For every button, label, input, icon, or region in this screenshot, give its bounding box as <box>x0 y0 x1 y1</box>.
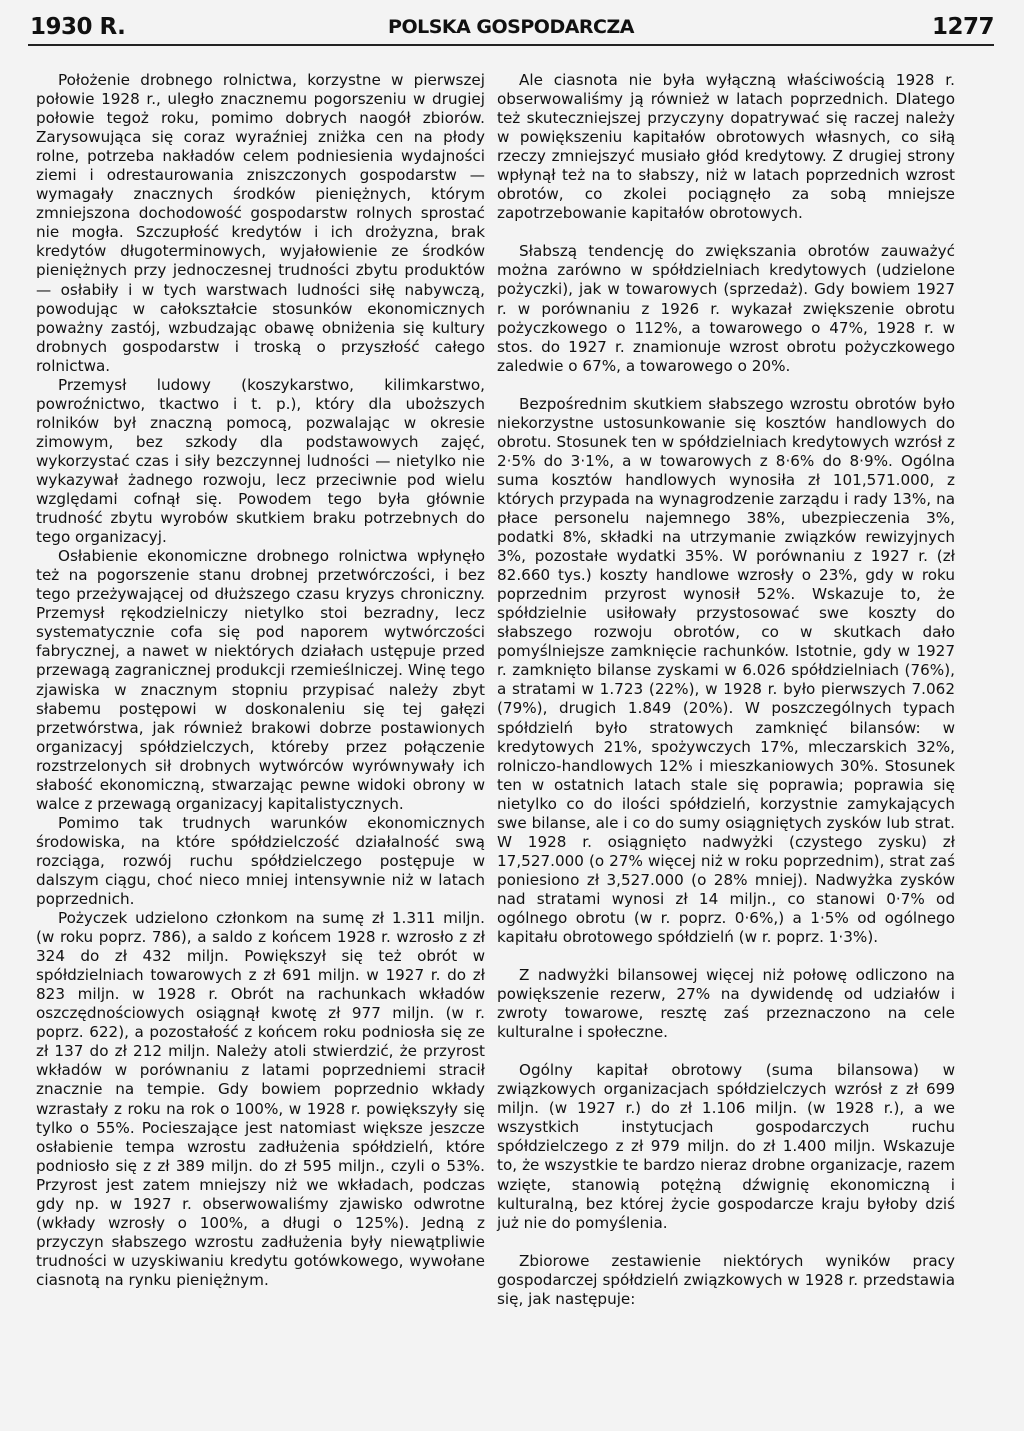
paragraph: Słabszą tendencję do zwiększania obrotów zauważyć można zarówno w spółdzielniach kredytowych (udzielone pożyczki), jak w towarowych (sprzedaż). Gdy bowiem 1927 r. w porównaniu z 1926 r. wykazał zwiększenie obrotu pożyczkowego o 112%, a towarowego o 47%, 1928 r. w stos. do 1927 r. znamionuje wzrost obrotu pożyczkowego zaledwie o 67%, a towarowego o 20%. <box>497 242 955 375</box>
paragraph: Przemysł ludowy (koszykarstwo, kilimkarstwo, powroźnictwo, tkactwo i t. p.), który dla uboższych rolników był znaczną pomocą, pozwalając w okresie zimowym, bez szkody dla podstawowych zajęć, wykorzystać czas i siły bezczynnej ludności — nietylko nie wykazywał żadnego rozwoju, lecz przeciwnie pod wielu względami cofnął się. Powodem tego była głównie trudność zbytu wyrobów skutkiem braku potrzebnych do tego organizacyj. <box>36 375 485 547</box>
paragraph: Ogólny kapitał obrotowy (suma bilansowa) w związkowych organizacjach spółdzielczych wzrósł z zł 699 miljn. (w 1927 r.) do zł 1.106 miljn. (w 1928 r.), a we wszystkich instytucjach gospodarczych ruchu spółdzielczego z zł 979 miljn. do zł 1.400 miljn. Wskazuje to, że wszystkie te bardzo nieraz drobne organizacje, razem wzięte, stanowią potężną dźwignię ekonomiczną i kulturalną, bez której życie gospodarcze kraju byłoby dziś już nie do pomyślenia. <box>497 1061 955 1232</box>
paragraph: Ale ciasnota nie była wyłączną właściwością 1928 r. obserwowaliśmy ją również w latach poprzednich. Dlatego też skuteczniejszej przyczyny dopatrywać się raczej należy w powiększeniu kapitałów obrotowych własnych, co siłą rzeczy zmniejszyć musiało głód kredytowy. Z drugiej strony wpłynął też na to słabszy, niż w latach poprzednich wzrost obrotów, co zkolei pociągnęło za sobą mniejsze zapotrzebowanie kapitałów obrotowych. <box>497 71 955 223</box>
paragraph: Pomimo tak trudnych warunków ekonomicznych środowiska, na które spółdzielczość działalność swą rozciąga, rozwój ruchu spółdzielczego postępuje w dalszym ciągu, choć nieco mniej intensywnie niż w latach poprzednich. <box>36 813 485 909</box>
page-number: 1277 <box>931 14 994 40</box>
right-column <box>497 71 955 1309</box>
year-label: 1930 R. <box>30 14 126 40</box>
paragraph: Położenie drobnego rolnictwa, korzystne w pierwszej połowie 1928 r., uległo znacznemu pogorszeniu w drugiej połowie tegoż roku, pomimo dobrych naogół zbiorów. Zarysowująca się coraz wyraźniej zniżka cen na płody rolne, potrzeba nakładów celem podniesienia wydajności ziemi i odrestaurowania zniszczonych gospodarstw — wymagały znacznych środków pieniężnych, którym zmniejszona dochodowość gospodarstw rolnych sprostać nie mogła. Szczupłość kredytów i ich drożyzna, brak kredytów długoterminowych, wyjałowienie ze środków pieniężnych przy jednoczesnej trudności zbytu produktów — osłabiły i w tych warstwach ludności siłę nabywczą, powodując w całokształcie stosunków ekonomicznych poważny zastój, wzbudzając obawę obniżenia się kultury drobnych gospodarstw i troską o przyszłość całego rolnictwa. <box>36 71 485 375</box>
paragraph: Z nadwyżki bilansowej więcej niż połowę odliczono na powiększenie rezerw, 27% na dywidendę od udziałów i zwroty towarowe, resztę zaś przeznaczono na cele kulturalne i społeczne. <box>497 966 955 1042</box>
left-column <box>36 71 485 1290</box>
paragraph: Zbiorowe zestawienie niektórych wyników pracy gospodarczej spółdzielń związkowych w 1928 r. przedstawia się, jak następuje: <box>497 1251 955 1308</box>
header-rule <box>28 44 994 46</box>
paragraph: Bezpośrednim skutkiem słabszego wzrostu obrotów było niekorzystne ustosunkowanie się kosztów handlowych do obrotu. Stosunek ten w spółdzielniach kredytowych wzrósł z 2·5% do 3·1%, a w towarowych z 8·6% do 8·9%. Ogólna suma kosztów handlowych wynosiła zł 101,571.000, z których przypada na wynagrodzenie zarządu i rady 13%, na płace personelu najemnego 38%, ubezpieczenia 3%, podatki 8%, składki na utrzymanie związków rewizyjnych 3%, pozostałe wydatki 35%. W porównaniu z 1927 r. (zł 82.660 tys.) koszty handlowe wzrosły o 23%, gdy w roku poprzednim przyrost wynosił 52%. Wskazuje to, że spółdzielnie usiłowały przystosować swe koszty do słabszego rozwoju obrotów, co w skutkach dało pomyślniejsze zamknięcie rachunków. Istotnie, gdy w 1927 r. zamknięto bilanse zyskami w 6.026 spółdzielniach (76%), a stratami w 1.723 (22%), w 1928 r. było pierwszych 7.062 (79%), drugich 1.849 (20%). W poszczególnych typach spółdzielń było stratowych zamknięć bilansów: w kredytowych 21%, spożywczych 17%, mleczarskich 32%, rolniczo-handlowych 12% i mieszkaniowych 30%. Stosunek ten w ostatnich latach stale się poprawia; poprawia się nietylko co do ilości spółdzielń, korzystnie zamykających swe bilanse, ale i co do sumy osiągniętych zysków lub strat. W 1928 r. osiągnięto nadwyżki (czystego zysku) zł 17,527.000 (o 27% więcej niż w roku poprzednim), strat zaś poniesiono zł 3,527.000 (o 28% mniej). Nadwyżka zysków nad stratami wynosi zł 14 miljn., co stanowi 0·7% od ogólnego obrotu (w r. poprz. 0·6%,) a 1·5% od ogólnego kapitału obrotowego spółdzielń (w r. poprz. 1·3%). <box>497 394 955 947</box>
paragraph: Pożyczek udzielono członkom na sumę zł 1.311 miljn. (w roku poprz. 786), a saldo z końcem 1928 r. wzrosło z zł 324 do zł 432 miljn. Powiększył się też obrót w spółdzielniach towarowych z zł 691 miljn. w 1927 r. do zł 823 miljn. w 1928 r. Obrót na rachunkach wkładów oszczędnościowych osiągnął kwotę zł 977 miljn. (w r. poprz. 622), a pozostałość z końcem roku podniosła się ze zł 137 do zł 212 miljn. Należy atoli stwierdzić, że przyrost wkładów w porównaniu z latami poprzedniemi stracił znacznie na tempie. Gdy bowiem poprzednio wkłady wzrastały z roku na rok o 100%, w 1928 r. powiększyły się tylko o 55%. Pocieszające jest natomiast większe jeszcze osłabienie tempa wzrostu zadłużenia spółdzielń, które podniosło się z zł 389 miljn. do zł 595 miljn., czyli o 53%. Przyrost jest zatem mniejszy niż we wkładach, podczas gdy np. w 1927 r. obserwowaliśmy zjawisko odwrotne (wkłady wzrosły o 100%, a długi o 125%). Jedną z przyczyn słabszego wzrostu zadłużenia były niewątpliwie trudności w uzyskiwaniu kredytu gotówkowego, wywołane ciasnotą na rynku pieniężnym. <box>36 909 485 1289</box>
paragraph: Osłabienie ekonomiczne drobnego rolnictwa wpłynęło też na pogorszenie stanu drobnej przetwórczości, i bez tego przeżywającej od dłuższego czasu kryzys chroniczny. Przemysł rękodzielniczy nietylko stoi bezradny, lecz systematycznie cofa się pod naporem wytwórczości fabrycznej, a nawet w niektórych działach ustępuje przed przewagą zagranicznej produkcji rzemieślniczej. Winę tego zjawiska w znacznym stopniu przypisać należy zbyt słabemu postępowi w doskonaleniu się tej gałęzi przetwórstwa, jak również brakowi dobrze postawionych organizacyj spółdzielczych, któreby przez połączenie rozstrzelonych sił drobnych wytwórców wyrównywały ich słabość ekonomiczną, stwarzając pewne widoki obrony w walce z przewagą organizacyj kapitalistycznych. <box>36 547 485 813</box>
page-header <box>28 14 994 46</box>
journal-title: POLSKA GOSPODARCZA <box>388 16 634 38</box>
